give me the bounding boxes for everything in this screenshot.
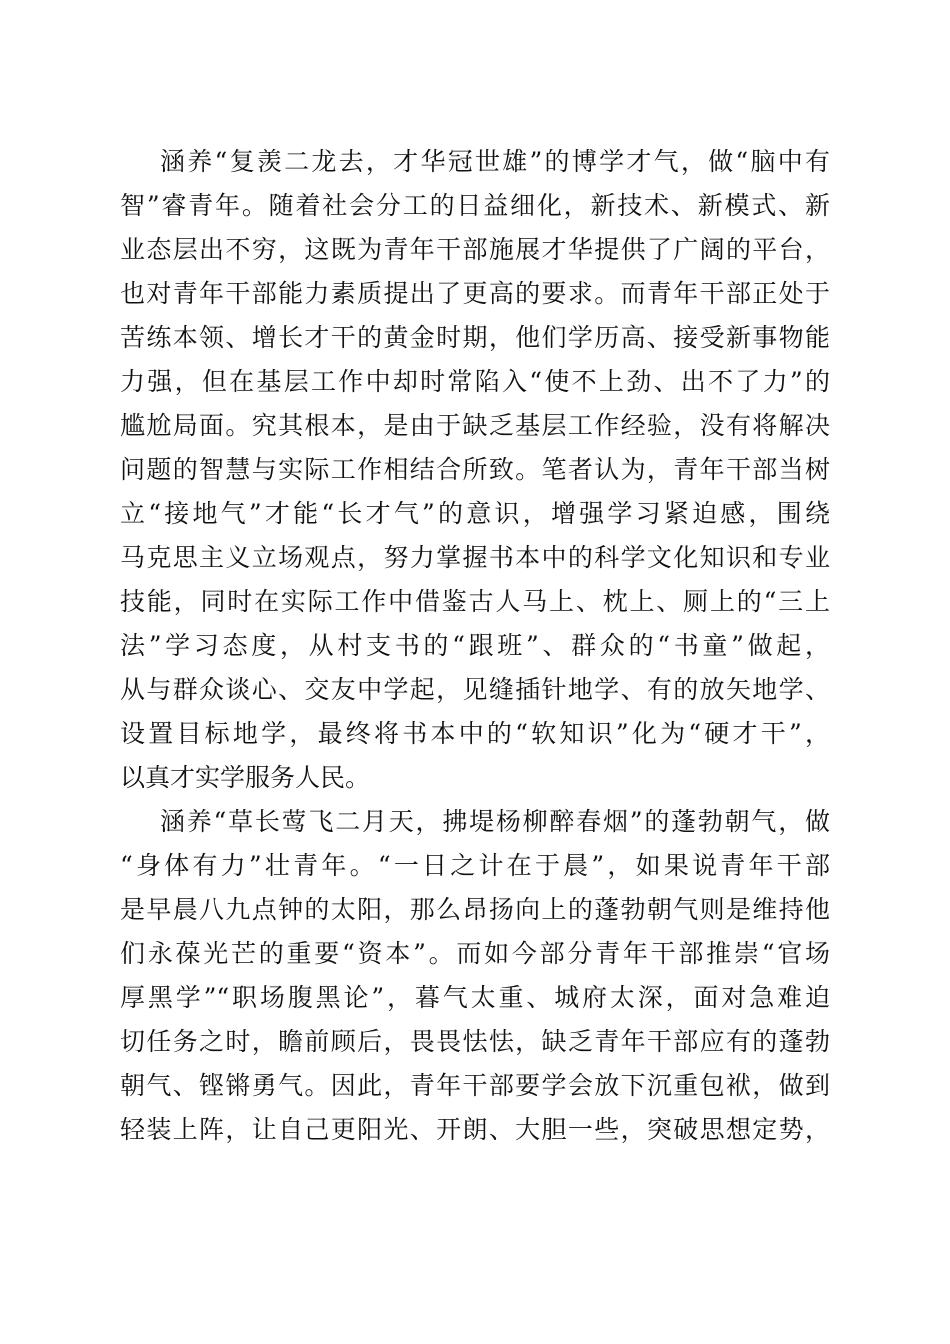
text-line: 是早晨八九点钟的太阳，那么昂扬向上的蓬勃朝气则是维持他 xyxy=(120,895,830,924)
text-line: 轻装上阵，让自己更阳光、开朗、大胆一些，突破思想定势， xyxy=(120,1115,830,1144)
text-line: 朝气、铿锵勇气。因此，青年干部要学会放下沉重包袱，做到 xyxy=(120,1071,830,1100)
text-line: 切任务之时，瞻前顾后，畏畏怯怯，缺乏青年干部应有的蓬勃 xyxy=(120,1027,830,1056)
text-line: 涵养“复羡二龙去，才华冠世雄”的博学才气，做“脑中有 xyxy=(160,147,830,176)
text-line: 涵养“草长莺飞二月天，拂堤杨柳醉春烟”的蓬勃朝气，做 xyxy=(160,807,830,836)
text-line: “身体有力”壮青年。“一日之计在于晨”，如果说青年干部 xyxy=(120,851,830,880)
text-line: 们永葆光芒的重要“资本”。而如今部分青年干部推崇“官场 xyxy=(120,939,830,968)
text-line: 设置目标地学，最终将书本中的“软知识”化为“硬才干”， xyxy=(120,719,830,748)
text-line: 法”学习态度，从村支书的“跟班”、群众的“书童”做起， xyxy=(120,631,830,660)
text-line: 从与群众谈心、交友中学起，见缝插针地学、有的放矢地学、 xyxy=(120,675,830,704)
text-line: 力强，但在基层工作中却时常陷入“使不上劲、出不了力”的 xyxy=(120,367,830,396)
text-line: 苦练本领、增长才干的黄金时期，他们学历高、接受新事物能 xyxy=(120,323,830,352)
text-line: 也对青年干部能力素质提出了更高的要求。而青年干部正处于 xyxy=(120,279,830,308)
text-line: 问题的智慧与实际工作相结合所致。笔者认为，青年干部当树 xyxy=(120,455,830,484)
text-line: 尴尬局面。究其根本，是由于缺乏基层工作经验，没有将解决 xyxy=(120,411,830,440)
text-line: 厚黑学”“职场腹黑论”，暮气太重、城府太深，面对急难迫 xyxy=(120,983,830,1012)
text-line: 业态层出不穷，这既为青年干部施展才华提供了广阔的平台， xyxy=(120,235,830,264)
text-line: 马克思主义立场观点，努力掌握书本中的科学文化知识和专业 xyxy=(120,543,830,572)
text-line: 立“接地气”才能“长才气”的意识，增强学习紧迫感，围绕 xyxy=(120,499,830,528)
text-line: 技能，同时在实际工作中借鉴古人马上、枕上、厕上的“三上 xyxy=(120,587,830,616)
text-line: 智”睿青年。随着社会分工的日益细化，新技术、新模式、新 xyxy=(120,191,830,220)
text-line: 以真才实学服务人民。 xyxy=(120,763,371,792)
